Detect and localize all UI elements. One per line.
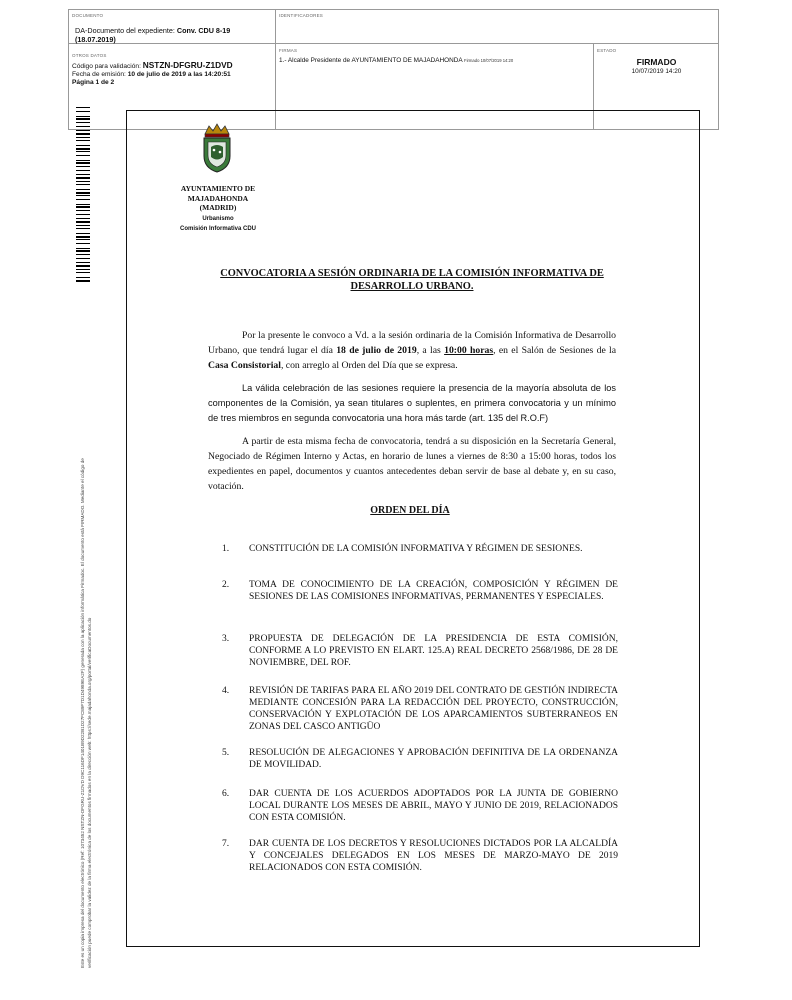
agenda-item-text: CONSTITUCIÓN DE LA COMISIÓN INFORMATIVA Y RÉGIMEN DE SESIONES. bbox=[249, 544, 583, 554]
agenda-item-number: 1. bbox=[222, 544, 230, 554]
barcode-bar bbox=[76, 265, 90, 267]
barcode-bar bbox=[76, 151, 90, 152]
barcode-bar bbox=[76, 133, 90, 135]
barcode-bar bbox=[76, 130, 90, 131]
barcode-bar bbox=[76, 170, 90, 171]
barcode-bar bbox=[76, 254, 90, 255]
barcode-bar bbox=[76, 192, 90, 194]
barcode-bar bbox=[76, 184, 90, 185]
firma-entry bbox=[279, 57, 590, 64]
barcode-bar bbox=[76, 248, 90, 249]
barcode-bar bbox=[76, 174, 90, 175]
org-name-line2: MAJADAHONDA bbox=[187, 193, 249, 203]
agenda-item-text: PROPUESTA DE DELEGACIÓN DE LA PRESIDENCIA DE ESTA COMISIÓN, CONFORME A LO PREVISTO EN ELART. 125.A) REAL DECRETO 2568/1986, DE 28 DE NOVIEMBRE, DEL ROF. bbox=[249, 634, 618, 668]
estado-value: FIRMADO bbox=[636, 57, 677, 67]
barcode-bar bbox=[76, 140, 90, 141]
identificadores-cell bbox=[276, 10, 719, 44]
barcode-bar bbox=[76, 189, 90, 190]
org-name-line1: AYUNTAMIENTO DE bbox=[180, 184, 256, 193]
agenda-item-number: 2. bbox=[222, 580, 230, 590]
page-label: Página 1 de 2 bbox=[72, 79, 115, 86]
agenda-item-number: 4. bbox=[222, 686, 230, 696]
barcode-bar bbox=[76, 250, 90, 252]
documento-caption: DOCUMENTO bbox=[72, 13, 104, 18]
barcode-image bbox=[76, 107, 90, 283]
barcode-bar bbox=[76, 269, 90, 270]
org-department: Urbanismo bbox=[202, 216, 234, 222]
barcode-bar bbox=[76, 262, 90, 263]
estado-date: 10/07/2019 14:20 bbox=[631, 68, 682, 75]
title-line1: CONVOCATORIA A SESIÓN ORDINARIA DE LA COMISIÓN INFORMATIVA DE bbox=[220, 268, 604, 279]
barcode-bar bbox=[76, 236, 90, 238]
barcode-bar bbox=[76, 137, 90, 138]
barcode-bar bbox=[76, 233, 90, 234]
barcode-bar bbox=[76, 239, 90, 240]
p1-text-b: , a las bbox=[416, 345, 441, 356]
barcode-bar bbox=[76, 118, 90, 120]
agenda-item-number: 5. bbox=[222, 748, 230, 758]
barcode-bar bbox=[76, 177, 90, 179]
barcode-bar bbox=[76, 111, 90, 112]
organization-name bbox=[166, 184, 270, 213]
paragraph-expedientes: A partir de esta misma fecha de convocatoria, tendrá a su disposición en la Secretaría General, Negociado de Régimen Interno y Actas, en horario de lunes a viernes de 8:30 a 15:00 horas, todos los expedientes en papel, documentos y cuantos antecedentes deban servir de base al debate y, en su caso, votación. bbox=[208, 436, 616, 492]
document-title bbox=[206, 267, 618, 293]
p1-text-c: , en el Salón de Sesiones de la bbox=[493, 345, 617, 356]
barcode-bar bbox=[76, 155, 90, 156]
barcode-bar bbox=[76, 218, 90, 219]
paragraph-convocatoria bbox=[208, 328, 616, 373]
documento-label: DA-Documento del expediente: bbox=[75, 26, 175, 35]
side-text-line1: Este es un copia impresa del documento electrónico (Ref: 1073452 NSTZN-DFGRU-Z1DVD D9C116DF1401B9D22B1D27FC89F7D1D4989EA2F) generada con la aplicación informática Firmadoc. El documento está FIRMADO. Mediante el código de bbox=[80, 458, 85, 968]
verification-side-text bbox=[80, 288, 93, 968]
barcode-bar bbox=[76, 206, 90, 208]
agenda-item-number: 3. bbox=[222, 634, 230, 644]
documento-date: (18.07.2019) bbox=[75, 35, 116, 44]
documento-text bbox=[72, 26, 272, 44]
validation-code[interactable]: NSTZN-DFGRU-Z1DVD bbox=[142, 60, 233, 70]
org-name-line3: (MADRID) bbox=[199, 203, 237, 212]
barcode-bar bbox=[76, 181, 90, 182]
barcode-bar bbox=[76, 272, 90, 273]
barcode-bar bbox=[76, 199, 90, 200]
firmas-caption: FIRMAS bbox=[279, 48, 298, 53]
p1-text-d: , con arreglo al Orden del Día que se expresa. bbox=[280, 360, 458, 371]
barcode-bar bbox=[76, 225, 90, 226]
estado-caption: ESTADO bbox=[597, 48, 617, 53]
barcode-bar bbox=[76, 243, 90, 244]
org-commission: Comisión Informativa CDU bbox=[179, 226, 256, 232]
agenda-item-number: 6. bbox=[222, 789, 230, 799]
barcode-bar bbox=[76, 214, 90, 215]
coat-of-arms-icon bbox=[200, 122, 234, 174]
barcode-bar bbox=[76, 258, 90, 259]
otros-caption: OTROS DATOS bbox=[72, 53, 107, 58]
barcode-bar bbox=[76, 210, 90, 211]
agenda-item-text: DAR CUENTA DE LOS ACUERDOS ADOPTADOS POR LA JUNTA DE GOBIERNO LOCAL DURANTE LOS MESES DE ABRIL, MAYO Y JUNIO DE 2019, RELACIONADOS CON ESTA COMISIÓN. bbox=[249, 789, 618, 823]
validation-label: Código para validación: bbox=[72, 63, 141, 70]
barcode-bar bbox=[76, 221, 90, 223]
barcode-bar bbox=[76, 204, 90, 205]
barcode-bar bbox=[76, 148, 90, 150]
p1-date: 18 de julio de 2019 bbox=[336, 345, 417, 356]
barcode-bar bbox=[76, 145, 90, 146]
barcode-bar bbox=[76, 162, 90, 164]
orden-del-dia-heading: ORDEN DEL DÍA bbox=[370, 505, 450, 516]
p1-time: 10:00 horas bbox=[444, 345, 494, 356]
documento-conv: Conv. CDU 8-19 bbox=[176, 26, 231, 35]
agenda-item-text: TOMA DE CONOCIMIENTO DE LA CREACIÓN, COMPOSICIÓN Y RÉGIMEN DE SESIONES DE LAS COMISIONES INFORMATIVAS, PERMANENTES Y ESPECIALES. bbox=[249, 580, 618, 602]
side-text-line2: verificación puede comprobar la validez de la firma electrónica de los documentos firmados en la dirección web: https://sede.majadahonda.org/portal/verificaDocumentos.do bbox=[86, 617, 92, 968]
barcode-bar bbox=[76, 280, 90, 282]
firma-signer: 1.- Alcalde Presidente de AYUNTAMIENTO DE MAJADAHONDA bbox=[279, 57, 463, 64]
documento-cell bbox=[69, 10, 276, 44]
agenda-item-text: RESOLUCIÓN DE ALEGACIONES Y APROBACIÓN DEFINITIVA DE LA ORDENANZA DE MOVILIDAD. bbox=[249, 748, 618, 770]
agenda-item-number: 7. bbox=[222, 839, 230, 849]
barcode-bar bbox=[76, 166, 90, 167]
title-line2: DESARROLLO URBANO. bbox=[350, 281, 474, 292]
barcode-bar bbox=[76, 116, 90, 117]
barcode-bar bbox=[76, 122, 90, 123]
agenda-item-text: DAR CUENTA DE LOS DECRETOS Y RESOLUCIONES DICTADOS POR LA ALCALDÍA Y CONCEJALES DELEGADOS EN LOS MESES DE MARZO-MAYO DE 2019 RELACIONADOS CON ESTA COMISIÓN. bbox=[249, 839, 618, 873]
p1-text-a: Por la presente le convoco a Vd. a la sesión ordinaria de la Comisión Informativa de Desarrollo Urbano, que tendrá lugar el día bbox=[208, 330, 616, 356]
barcode-bar bbox=[76, 126, 90, 127]
barcode-bar bbox=[76, 160, 90, 161]
agenda-item-text: REVISIÓN DE TARIFAS PARA EL AÑO 2019 DEL CONTRATO DE GESTIÓN INDIRECTA MEDIANTE CONCESIÓN PARA LA REDACCIÓN DEL PROYECTO, CONSTRUCCIÓN, CONSERVACIÓN Y EXPLOTACIÓN DE LOS APARCAMIENTOS SUBTERRANEOS EN ZONAS DEL CASCO ANTIGÜO bbox=[249, 686, 618, 732]
firma-signed-date: Firmado 10/07/2019 14:20 bbox=[464, 58, 514, 63]
p1-place: Casa Consistorial bbox=[208, 360, 281, 371]
barcode-bar bbox=[76, 107, 90, 108]
otros-text bbox=[72, 61, 272, 87]
emission-label: Fecha de emisión: bbox=[72, 71, 126, 78]
paragraph-quorum: La válida celebración de las sesiones requiere la presencia de la mayoría absoluta de los componentes de la Comisión, ya sean titulares o suplentes, en primera convocatoria y un mínimo de tres miembros en segunda convocatoria una hora más tarde (art. 135 del R.O.F) bbox=[208, 383, 616, 423]
barcode-bar bbox=[76, 195, 90, 196]
barcode-bar bbox=[76, 277, 90, 278]
identificadores-caption: IDENTIFICADORES bbox=[279, 13, 324, 18]
emission-date: 10 de julio de 2019 a las 14:20:51 bbox=[127, 71, 231, 78]
barcode-bar bbox=[76, 228, 90, 229]
